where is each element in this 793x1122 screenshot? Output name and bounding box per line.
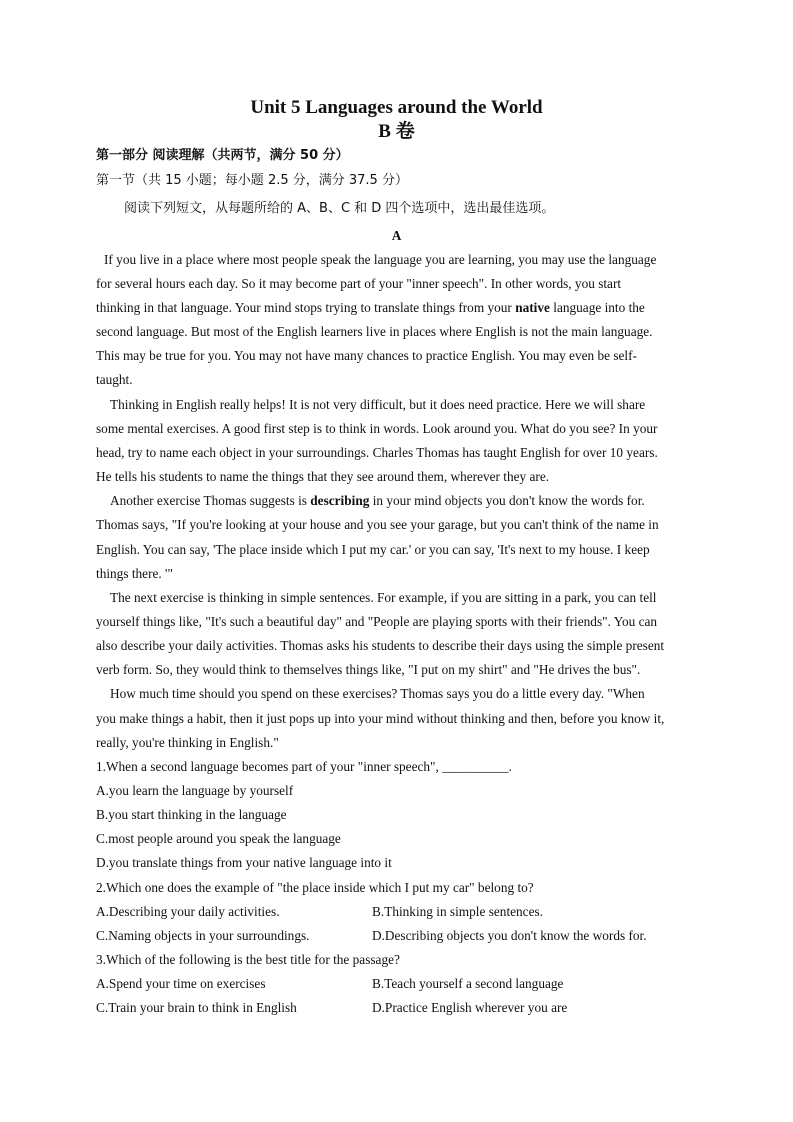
subsection-heading: 第一节（共 15 小题；每小题 2.5 分，满分 37.5 分） — [96, 173, 408, 188]
answer-option[interactable]: B.you start thinking in the language — [96, 807, 287, 822]
passage-line: Thinking in English really helps! It is not very difficult, but it does need practice. Here we will share — [110, 397, 646, 412]
passage-line — [110, 492, 645, 509]
passage-text: in your mind objects you don't know the words for. — [369, 493, 645, 508]
answer-option[interactable]: D.Practice English wherever you are — [372, 1000, 568, 1015]
passage-line: yourself things like, "It's such a beautiful day" and "People are playing sports with their friends". You can — [96, 614, 658, 629]
instruction-text: 阅读下列短文，从每题所给的 A、B、C 和 D 四个选项中，选出最佳选项。 — [124, 201, 555, 216]
passage-line: really, you're thinking in English." — [96, 735, 279, 750]
passage-line: He tells his students to name the things that they see around them, wherever they are. — [96, 469, 550, 484]
passage-line: If you live in a place where most people speak the language you are learning, you may use the language — [104, 252, 657, 267]
passage-text: Another exercise Thomas suggests is — [110, 493, 311, 508]
question-stem: 2.Which one does the example of "the place inside which I put my car" belong to? — [96, 880, 534, 895]
passage-line: you make things a habit, then it just pops up into your mind without thinking and then, before you know it, — [96, 711, 665, 726]
answer-option[interactable]: A.Describing your daily activities. — [96, 904, 280, 919]
answer-option[interactable]: C.Train your brain to think in English — [96, 1000, 297, 1015]
answer-option[interactable]: A.you learn the language by yourself — [96, 783, 294, 798]
answer-option[interactable]: D.you translate things from your native language into it — [96, 855, 392, 870]
passage-line: How much time should you spend on these exercises? Thomas says you do a little every day. "When — [110, 686, 645, 701]
passage-label: A — [391, 228, 402, 243]
passage-line — [96, 299, 645, 316]
section-heading: 第一部分 阅读理解（共两节，满分 50 分） — [96, 148, 349, 163]
passage-line: second language. But most of the English learners live in places where English is not the main language. — [96, 324, 653, 339]
answer-option[interactable]: B.Thinking in simple sentences. — [372, 904, 543, 919]
page-title: Unit 5 Languages around the World — [250, 97, 543, 118]
passage-line: also describe your daily activities. Thomas asks his students to describe their days using the simple present — [96, 638, 665, 653]
passage-text: language into the — [549, 300, 645, 315]
passage-text: thinking in that language. Your mind stops trying to translate things from your — [96, 300, 516, 315]
passage-line: things there. '" — [96, 566, 173, 581]
keyword-native: native — [515, 300, 550, 315]
passage-line: English. You can say, 'The place inside which I put my car.' or you can say, 'It's next to my house. I keep — [96, 542, 650, 557]
passage-line: verb form. So, they would think to themselves things like, "I put on my shirt" and "He drives the bus". — [96, 662, 641, 677]
answer-option[interactable]: C.most people around you speak the language — [96, 831, 341, 846]
passage-line: taught. — [96, 372, 133, 387]
answer-option[interactable]: A.Spend your time on exercises — [96, 976, 266, 991]
keyword-describing: describing — [310, 493, 370, 508]
question-stem: 1.When a second language becomes part of your "inner speech", __________. — [96, 759, 512, 774]
question-stem: 3.Which of the following is the best title for the passage? — [96, 952, 400, 967]
passage-line: head, try to name each object in your surroundings. Charles Thomas has taught English for over 10 years. — [96, 445, 658, 460]
answer-option[interactable]: B.Teach yourself a second language — [372, 976, 564, 991]
passage-line: This may be true for you. You may not have many chances to practice English. You may even be self- — [96, 348, 637, 363]
passage-line: Thomas says, "If you're looking at your house and you see your garage, but you can't think of the name in — [96, 517, 659, 532]
answer-option[interactable]: D.Describing objects you don't know the words for. — [372, 928, 647, 943]
answer-option[interactable]: C.Naming objects in your surroundings. — [96, 928, 310, 943]
passage-line: some mental exercises. A good first step is to think in words. Look around you. What do you see? In your — [96, 421, 658, 436]
passage-line: for several hours each day. So it may become part of your "inner speech". In other words, you start — [96, 276, 622, 291]
page-subtitle: B 卷 — [378, 121, 415, 142]
passage-line: The next exercise is thinking in simple sentences. For example, if you are sitting in a park, you can tell — [110, 590, 657, 605]
